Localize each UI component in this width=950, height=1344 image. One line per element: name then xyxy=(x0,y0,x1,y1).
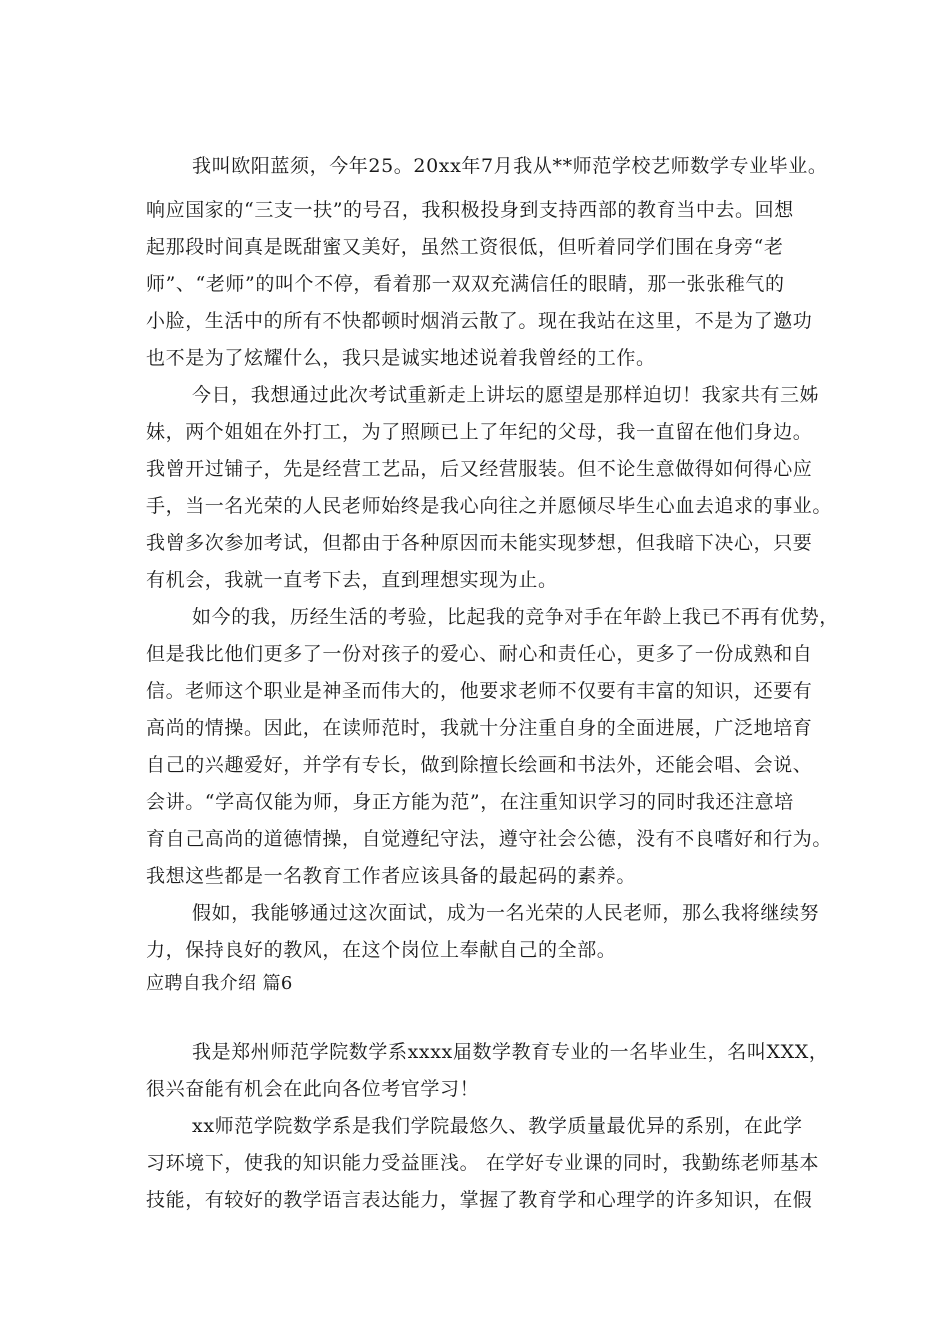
paragraph-1-line-6: 也不是为了炫耀什么，我只是诚实地述说着我曾经的工作。 xyxy=(146,347,656,369)
paragraph-2-line-3: 我曾开过铺子，先是经营工艺品，后又经营服装。但不论生意做得如何得心应 xyxy=(146,458,813,480)
paragraph-1-line-5: 小脸，生活中的所有不快都顿时烟消云散了。现在我站在这里，不是为了邀功 xyxy=(146,310,813,332)
paragraph-3-line-1: 如今的我，历经生活的考验，比起我的竞争对手在年龄上我已不再有优势， xyxy=(192,606,839,628)
paragraph-1-line-4: 师”、“老师”的叫个不停，看着那一双双充满信任的眼睛，那一张张稚气的 xyxy=(146,273,785,295)
paragraph-2-line-5: 我曾多次参加考试，但都由于各种原因而未能实现梦想，但我暗下决心，只要 xyxy=(146,532,813,554)
paragraph-2-line-4: 手，当一名光荣的人民老师始终是我心向往之并愿倾尽毕生心血去追求的事业。 xyxy=(146,495,833,517)
paragraph-1-line-2: 响应国家的“三支一扶”的号召，我积极投身到支持西部的教育当中去。回想 xyxy=(146,199,794,221)
paragraph-3-line-4: 高尚的情操。因此，在读师范时，我就十分注重自身的全面进展，广泛地培育 xyxy=(146,717,813,739)
paragraph-1-line-3: 起那段时间真是既甜蜜又美好，虽然工资很低，但听着同学们围在身旁“老 xyxy=(146,236,784,258)
paragraph-4-line-1: 假如，我能够通过这次面试，成为一名光荣的人民老师，那么我将继续努 xyxy=(192,902,820,924)
paragraph-4-line-2: 力，保持良好的教风，在这个岗位上奉献自己的全部。 xyxy=(146,939,617,961)
paragraph-2-line-6: 有机会，我就一直考下去，直到理想实现为止。 xyxy=(146,569,558,591)
paragraph-3-line-2: 但是我比他们更多了一份对孩子的爱心、耐心和责任心，更多了一份成熟和自 xyxy=(146,643,813,665)
paragraph-6-line-1: xx师范学院数学系是我们学院最悠久、教学质量最优异的系别，在此学 xyxy=(192,1115,803,1137)
paragraph-5-line-2: 很兴奋能有机会在此向各位考官学习！ xyxy=(146,1078,480,1100)
paragraph-3-line-8: 我想这些都是一名教育工作者应该具备的最起码的素养。 xyxy=(146,865,637,887)
paragraph-6-line-3: 技能，有较好的教学语言表达能力，掌握了教育学和心理学的许多知识，在假 xyxy=(146,1189,813,1211)
paragraph-1-line-1: 我叫欧阳蓝须，今年25。20xx年7月我从**师范学校艺师数学专业毕业。 xyxy=(192,155,828,177)
paragraph-3-line-6: 会讲。“学高仅能为师，身正方能为范”，在注重知识学习的同时我还注意培 xyxy=(146,791,794,813)
paragraph-3-line-5: 自己的兴趣爱好，并学有专长，做到除擅长绘画和书法外，还能会唱、会说、 xyxy=(146,754,813,776)
paragraph-3-line-7: 育自己高尚的道德情操，自觉遵纪守法，遵守社会公德，没有不良嗜好和行为。 xyxy=(146,828,833,850)
paragraph-3-line-3: 信。老师这个职业是神圣而伟大的，他要求老师不仅要有丰富的知识，还要有 xyxy=(146,680,813,702)
paragraph-2-line-1: 今日，我想通过此次考试重新走上讲坛的愿望是那样迫切！我家共有三姊 xyxy=(192,384,820,406)
paragraph-2-line-2: 妹，两个姐姐在外打工，为了照顾已上了年纪的父母，我一直留在他们身边。 xyxy=(146,421,813,443)
section-heading: 应聘自我介绍 篇6 xyxy=(146,973,293,994)
paragraph-5-line-1: 我是郑州师范学院数学系xxxx届数学教育专业的一名毕业生，名叫XXX， xyxy=(192,1041,829,1063)
paragraph-6-line-2: 习环境下，使我的知识能力受益匪浅。 在学好专业课的同时，我勤练老师基本 xyxy=(146,1152,820,1174)
